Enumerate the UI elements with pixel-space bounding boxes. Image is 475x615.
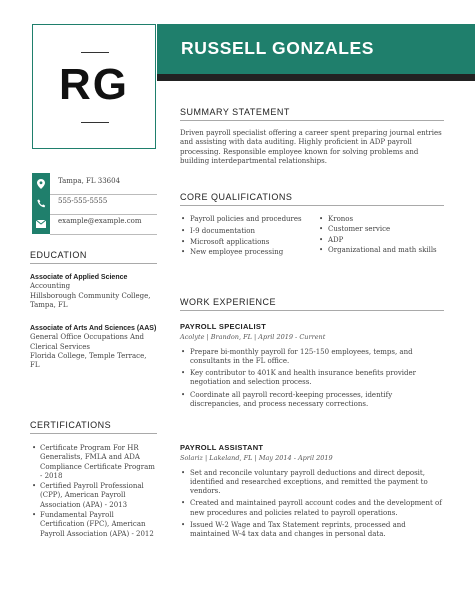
certification-item: • Certificate Program For HR Generalists, FMLA and ADA Compliance Certificate Program - 2018 [30,444,158,481]
certifications-heading: CERTIFICATIONS [30,420,112,430]
certification-item: • Fundamental Payroll Certification (FPC), American Payroll Association (APA) - 2012 [30,511,158,539]
job-bullet: • Set and reconcile voluntary payroll deductions and direct deposit, identified and researched exceptions, and remitted the payment to vendors. [180,469,444,497]
job-bullet: • Coordinate all payroll record-keeping processes, identify discrepancies, and process necessary corrections. [180,391,444,410]
monogram-bottom-rule [81,122,109,123]
monogram: RG [59,60,129,109]
education-degree-1: Associate of Applied Science [30,274,128,281]
job-title: PAYROLL SPECIALIST [180,322,267,331]
contact-phone-text: 555-555-5555 [58,197,108,205]
job-entry [180,322,444,412]
qualification-item: • I-9 documentation [180,227,310,236]
certifications-section [30,444,158,540]
contact-location-text: Tampa, FL 33604 [58,177,121,185]
qualification-item: • ADP [318,236,444,245]
job-bullet: • Created and maintained payroll account codes and the development of new procedures and policies related to payroll operations. [180,499,444,518]
qualification-item: • Kronos [318,215,444,224]
qualifications-left [180,215,310,260]
qualification-item: • Organizational and math skills [318,246,444,255]
qualification-item: • New employee processing [180,248,310,257]
monogram-top-rule [81,52,109,53]
summary-text: Driven payroll specialist offering a career spent preparing journal entries and assisting with data auditing. Highly proficient in ADP payroll processing. Responsible employee known for solving problems and building interdepartmental relationships. [180,129,442,165]
contact-email-text: example@example.com [58,217,142,225]
monogram-box [32,24,156,149]
job-bullet: • Issued W-2 Wage and Tax Statement reprints, processed and maintained W-4 tax data and changes in personal data. [180,521,444,540]
experience-heading: WORK EXPERIENCE [180,297,277,307]
education-details-1: Accounting Hillsborough Community College, Tampa, FL [30,282,151,309]
qualification-item: • Microsoft applications [180,238,310,247]
summary-heading: SUMMARY STATEMENT [180,107,290,117]
contact-location [32,173,157,195]
qualification-item: • Customer service [318,225,444,234]
education-degree-2: Associate of Arts And Sciences (AAS) [30,325,157,333]
contact-email [32,213,157,235]
candidate-name: RUSSELL GONZALES [181,38,375,58]
header-dark-band [157,74,475,81]
job-entry [180,443,444,543]
qualifications-right [318,215,444,258]
job-bullet: • Prepare bi-monthly payroll for 125-150 employees, temps, and consultants in the FL office. [180,348,444,367]
job-meta: Acolyte | Brandon, FL | April 2019 - Current [180,333,326,342]
phone-icon [32,193,50,214]
job-meta: Solariz | Lakeland, FL | May 2014 - April 2019 [180,454,333,463]
qualifications-heading: CORE QUALIFICATIONS [180,192,293,202]
envelope-icon [32,213,50,234]
qualification-item: • Payroll policies and procedures [180,215,310,224]
name-band [157,24,475,74]
education-section [30,273,158,371]
map-pin-icon [32,173,50,194]
job-bullet: • Key contributor to 401K and health insurance benefits provider negotiation and selection process. [180,369,444,388]
certification-item: • Certified Payroll Professional (CPP), American Payroll Association (APA) - 2013 [30,482,158,510]
education-details-2: General Office Occupations And Clerical Services Florida College, Temple Terrace, FL [30,333,147,370]
education-heading: EDUCATION [30,250,87,260]
contact-phone [32,193,157,215]
job-title: PAYROLL ASSISTANT [180,443,264,452]
